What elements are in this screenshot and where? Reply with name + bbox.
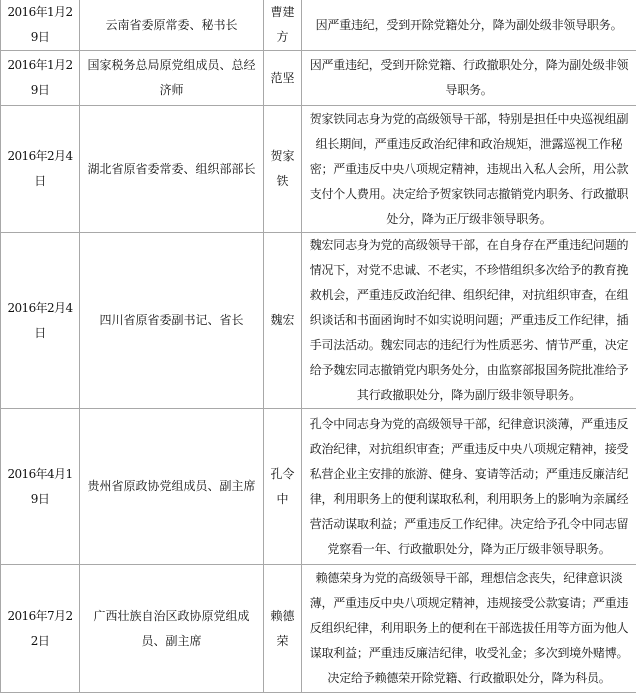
detail-cell: 赖德荣身为党的高级领导干部，理想信念丧失，纪律意识淡薄，严重违反中央八项规定精神，违规接受公款宴请；严重违反组织纪律，利用职务上的便利在干部选拔任用等方面为他人谋取利益；严重违反廉洁纪律，收受礼金；多次到境外赌博。决定给予赖德荣开除党籍、行政撤职处分，降为科员。 <box>302 565 636 693</box>
position-cell: 国家税务总局原党组成员、总经济师 <box>80 51 264 106</box>
date-cell: 2016年2月4日 <box>1 106 80 233</box>
detail-cell: 因严重违纪，受到开除党籍处分，降为副处级非领导职务。 <box>302 0 636 51</box>
table-row <box>1 565 636 693</box>
table-row <box>1 51 636 106</box>
date-cell: 2016年1月29日 <box>1 0 80 51</box>
name-cell: 范坚 <box>264 51 302 106</box>
position-cell: 湖北省原省委常委、组织部部长 <box>80 106 264 233</box>
name-cell: 贺家铁 <box>264 106 302 233</box>
position-cell: 云南省委原常委、秘书长 <box>80 0 264 51</box>
detail-cell: 孔令中同志身为党的高级领导干部，纪律意识淡薄，严重违反政治纪律，对抗组织审查；严重违反中央八项规定精神，接受私营企业主安排的旅游、健身、宴请等活动；严重违反廉洁纪律，利用职务上的便利谋取私利，利用职务上的影响为亲属经营活动谋取利益；严重违反工作纪律。决定给予孔令中同志留党察看一年、行政撤职处分，降为正厅级非领导职务。 <box>302 409 636 565</box>
position-cell: 四川省原省委副书记、省长 <box>80 233 264 409</box>
date-cell: 2016年4月19日 <box>1 409 80 565</box>
table-row <box>1 233 636 409</box>
name-cell: 赖德荣 <box>264 565 302 693</box>
date-cell: 2016年7月22日 <box>1 565 80 693</box>
date-cell: 2016年1月29日 <box>1 51 80 106</box>
name-cell: 曹建方 <box>264 0 302 51</box>
table-row <box>1 106 636 233</box>
position-cell: 广西壮族自治区政协原党组成员、副主席 <box>80 565 264 693</box>
date-cell: 2016年2月4日 <box>1 233 80 409</box>
position-cell: 贵州省原政协党组成员、副主席 <box>80 409 264 565</box>
table-row <box>1 0 636 51</box>
table-row <box>1 409 636 565</box>
name-cell: 魏宏 <box>264 233 302 409</box>
name-cell: 孔令中 <box>264 409 302 565</box>
detail-cell: 因严重违纪，受到开除党籍、行政撤职处分，降为副处级非领导职务。 <box>302 51 636 106</box>
detail-cell: 贺家铁同志身为党的高级领导干部，特别是担任中央巡视组副组长期间，严重违反政治纪律和政治规矩，泄露巡视工作秘密；严重违反中央八项规定精神，违规出入私人会所，用公款支付个人费用。决定给予贺家铁同志撤销党内职务、行政撤职处分，降为正厅级非领导职务。 <box>302 106 636 233</box>
detail-cell: 魏宏同志身为党的高级领导干部，在自身存在严重违纪问题的情况下，对党不忠诚、不老实，不珍惜组织多次给予的教育挽救机会，严重违反政治纪律、组织纪律，对抗组织审查，在组织谈话和书面函询时不如实说明问题；严重违反工作纪律，插手司法活动。魏宏同志的违纪行为性质恶劣、情节严重，决定给予魏宏同志撤销党内职务处分，由监察部报国务院批准给予其行政撤职处分，降为副厅级非领导职务。 <box>302 233 636 409</box>
